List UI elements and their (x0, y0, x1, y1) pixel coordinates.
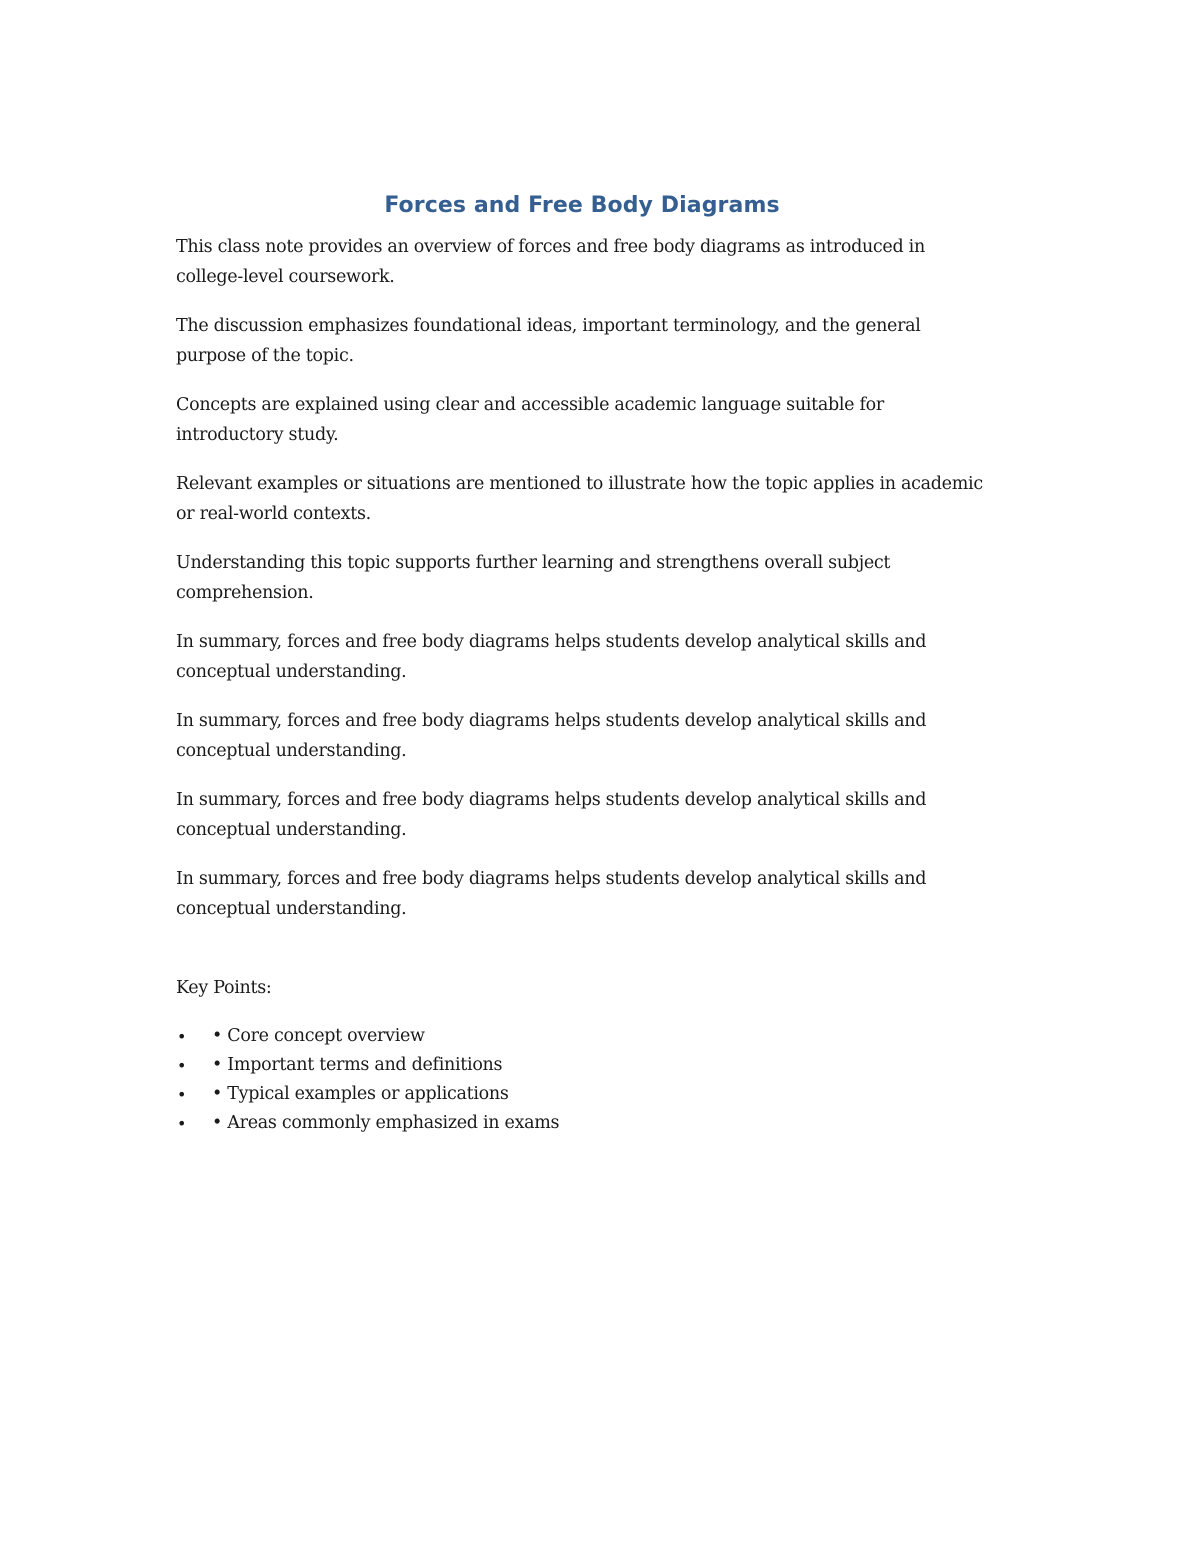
blank-line (176, 943, 988, 973)
bullet-icon: • (177, 1027, 187, 1046)
paragraph-summary-2: In summary, forces and free body diagrams helps students develop analytical skills and conceptual understanding. (176, 711, 927, 761)
list-item (176, 1109, 988, 1138)
list-item (176, 1080, 988, 1109)
list-item-text: • Core concept overview (212, 1026, 425, 1046)
paragraph-discussion: The discussion emphasizes foundational ideas, important terminology, and the general purpose of the topic. (176, 316, 921, 366)
paragraph-concepts: Concepts are explained using clear and accessible academic language suitable for introductory study. (176, 395, 884, 445)
list-item (176, 1022, 988, 1051)
key-points-list (176, 1022, 988, 1138)
paragraph-summary-3: In summary, forces and free body diagrams helps students develop analytical skills and conceptual understanding. (176, 790, 927, 840)
bullet-icon: • (177, 1056, 187, 1075)
list-item-text: • Important terms and definitions (212, 1055, 503, 1075)
list-item (176, 1051, 988, 1080)
paragraph-summary-4: In summary, forces and free body diagrams helps students develop analytical skills and conceptual understanding. (176, 869, 927, 919)
list-item-text: • Areas commonly emphasized in exams (212, 1113, 560, 1133)
bullet-icon: • (177, 1085, 187, 1104)
bullet-icon: • (177, 1114, 187, 1133)
list-item-text: • Typical examples or applications (212, 1084, 509, 1104)
paragraph-intro: This class note provides an overview of forces and free body diagrams as introduced in college-level coursework. (176, 237, 925, 287)
key-points-heading: Key Points: (176, 978, 272, 998)
paragraph-understanding: Understanding this topic supports further learning and strengthens overall subject comprehension. (176, 553, 891, 603)
document-body (176, 188, 988, 1138)
paragraph-summary-1: In summary, forces and free body diagrams helps students develop analytical skills and conceptual understanding. (176, 632, 927, 682)
page-title: Forces and Free Body Diagrams (384, 193, 780, 218)
paragraph-examples: Relevant examples or situations are mentioned to illustrate how the topic applies in academic or real-world contexts. (176, 474, 983, 524)
